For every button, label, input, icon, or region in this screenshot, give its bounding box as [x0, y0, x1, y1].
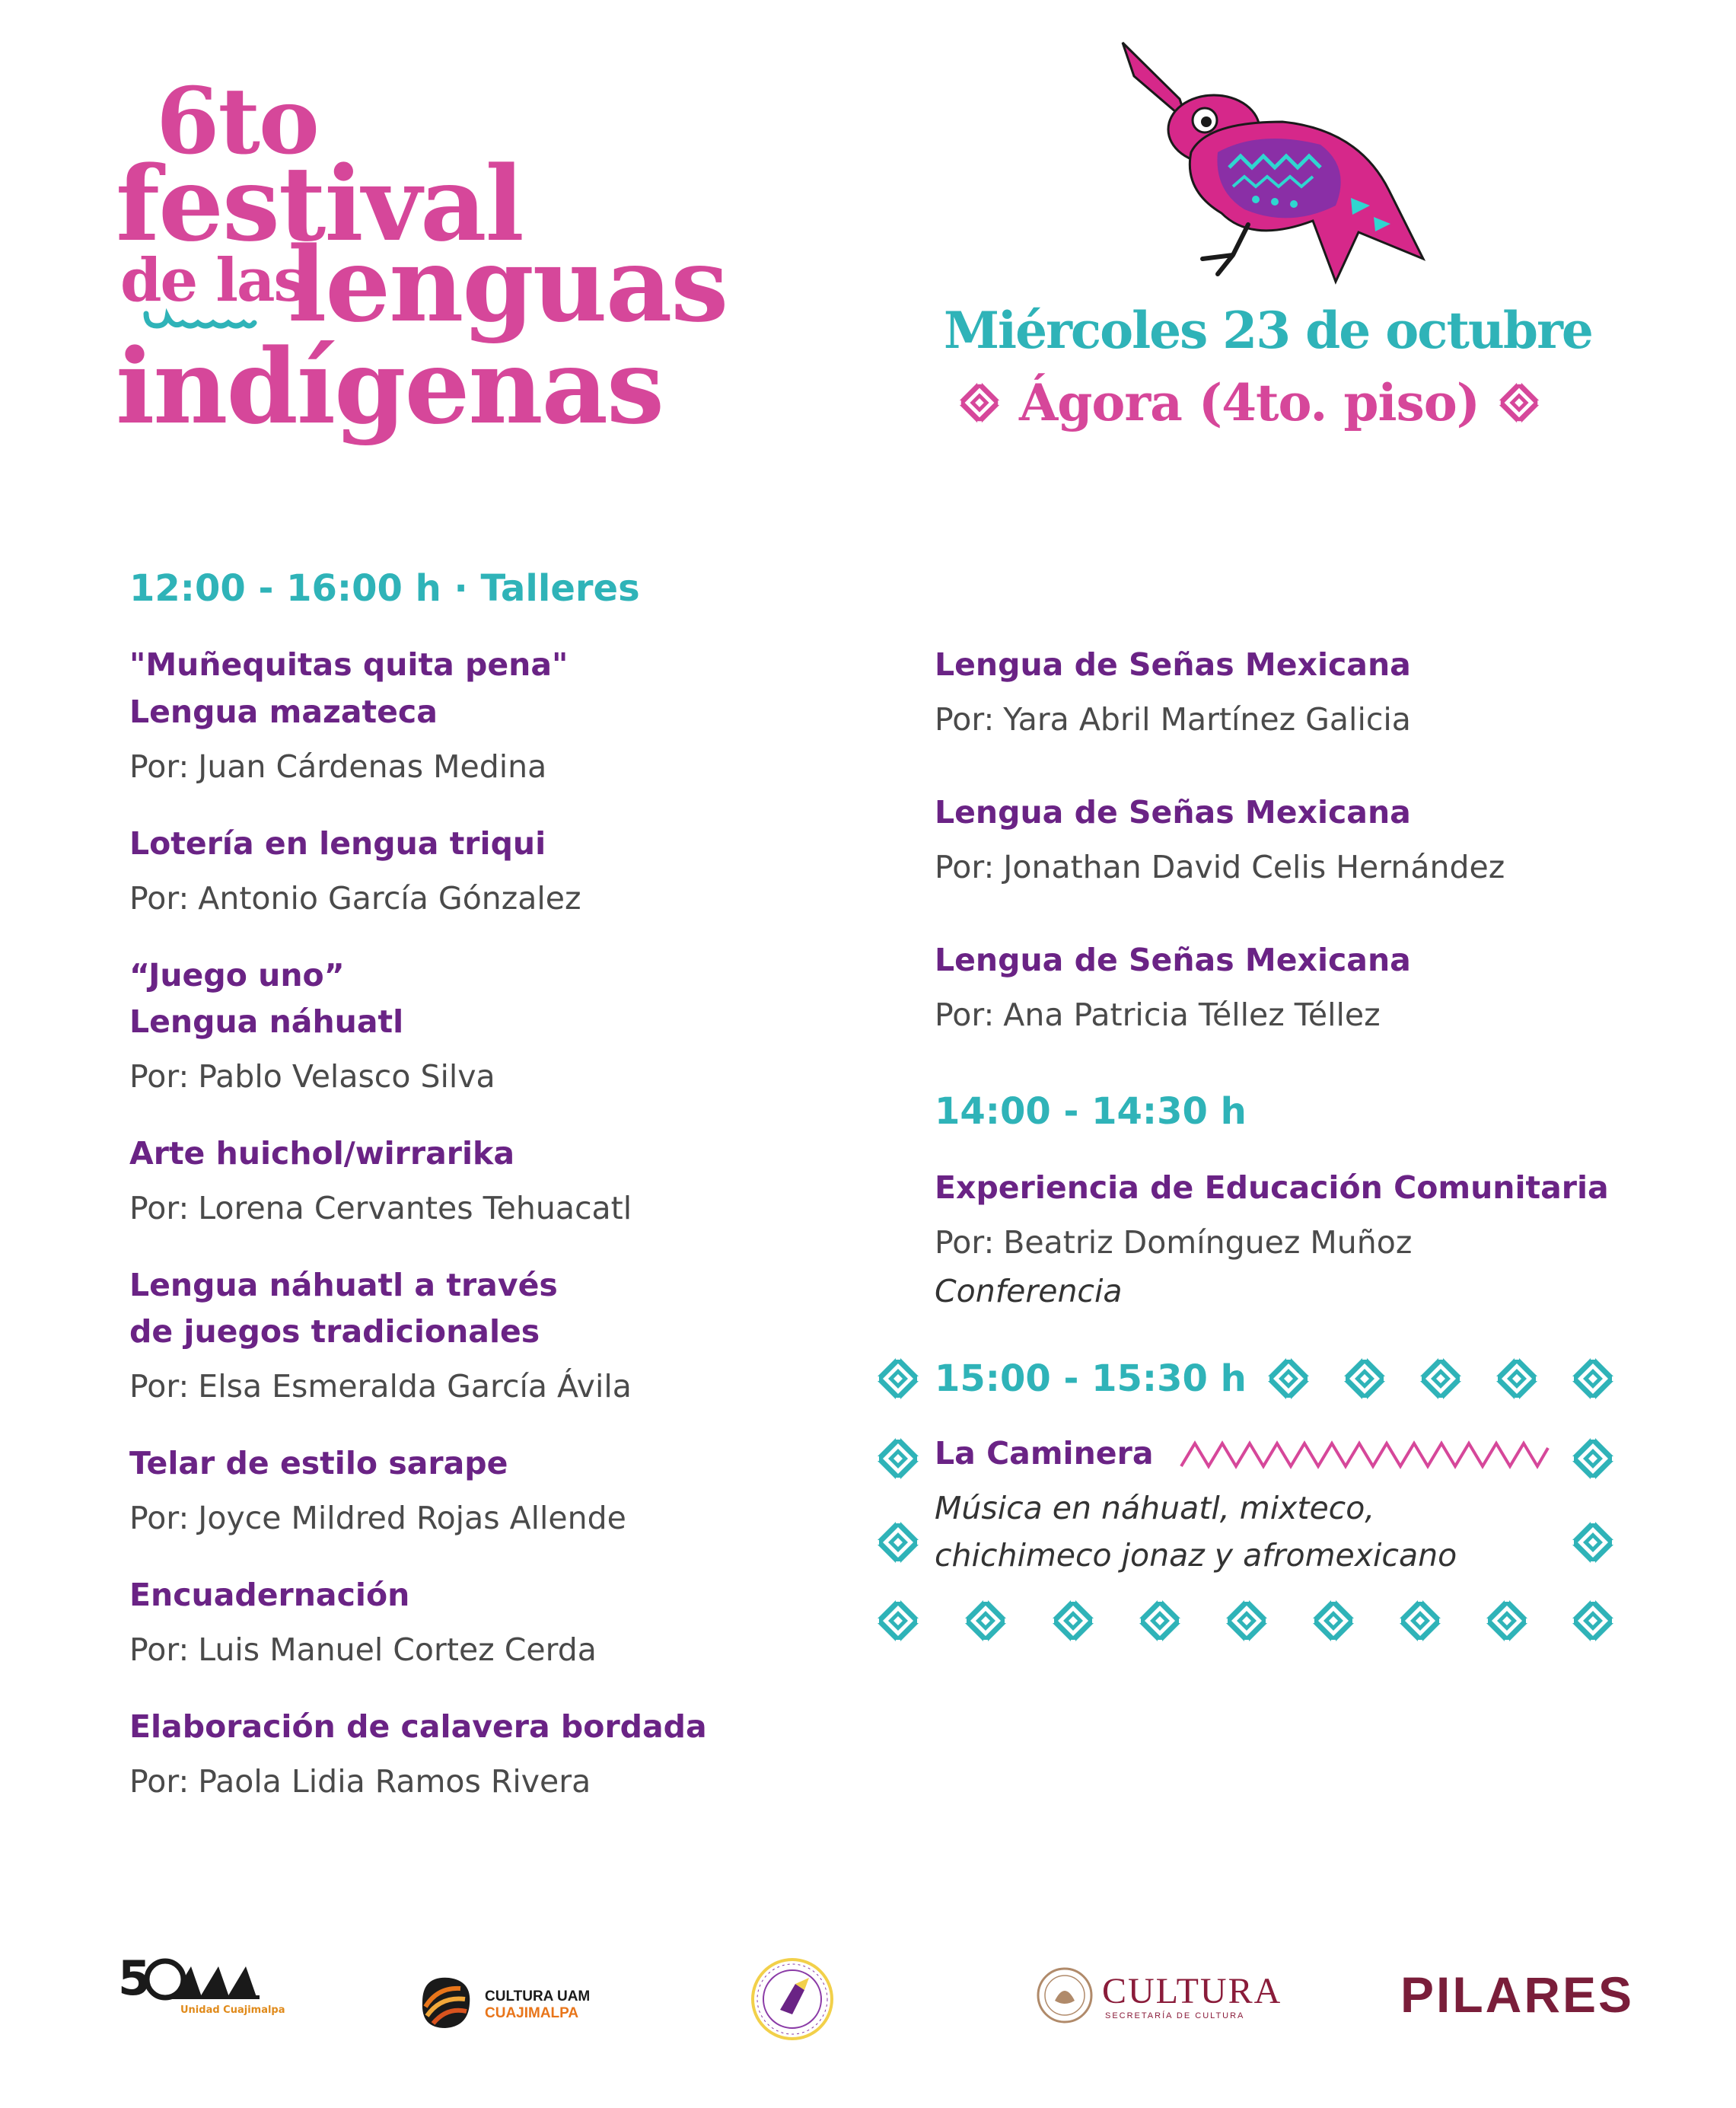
diamond-motif-icon — [1482, 1596, 1532, 1646]
workshop-subtitle: Lengua náhuatl — [129, 1003, 404, 1040]
title-festival: festival — [116, 143, 523, 264]
diamond-motif-icon — [1395, 1596, 1445, 1646]
diamond-motif-icon — [1495, 378, 1543, 427]
event-date: Miércoles 23 de octubre — [944, 301, 1592, 360]
workshop-title: Lengua de Señas Mexicana — [935, 794, 1411, 831]
diamond-motif-icon — [1263, 1354, 1314, 1404]
diamond-motif-icon — [1048, 1596, 1098, 1646]
workshop-presenter: Por: Jonathan David Celis Hernández — [935, 849, 1505, 885]
title-lenguas: lenguas — [288, 224, 728, 345]
svg-text:5: 5 — [118, 1953, 151, 2006]
workshop-presenter: Por: Juan Cárdenas Medina — [129, 748, 547, 785]
session-time: 15:00 - 15:30 h — [935, 1357, 1247, 1400]
workshop-title: Arte huichol/wirrarika — [129, 1135, 514, 1172]
event-venue: Ágora (4to. piso) — [1019, 373, 1480, 432]
workshop-title: Lotería en lengua triqui — [129, 825, 546, 862]
zigzag-icon — [1178, 1440, 1551, 1469]
workshop-title: Telar de estilo sarape — [129, 1445, 508, 1481]
diamond-motif-icon — [1568, 1596, 1618, 1646]
workshop-presenter: Por: Elsa Esmeralda García Ávila — [129, 1368, 632, 1405]
diamond-motif-icon — [873, 1517, 923, 1567]
pilares-logo — [1400, 1966, 1635, 2027]
logo-cultura: CULTURA — [1102, 1971, 1282, 2011]
workshop-title: "Muñequitas quita pena" — [129, 646, 569, 683]
diamond-motif-icon — [873, 1434, 923, 1484]
workshop-presenter: Por: Pablo Velasco Silva — [129, 1058, 495, 1095]
diamond-motif-icon — [1339, 1354, 1390, 1404]
workshop-title: Lengua de Señas Mexicana — [935, 942, 1411, 978]
workshop-presenter: Por: Luis Manuel Cortez Cerda — [129, 1631, 597, 1668]
title-6to: 6to — [156, 68, 318, 175]
workshop-title: Lengua náhuatl a través — [129, 1267, 558, 1303]
session-type: Conferencia — [935, 1273, 1123, 1309]
diamond-motif-icon — [1135, 1596, 1185, 1646]
diamond-motif-icon — [1222, 1596, 1272, 1646]
session-description: chichimeco jonaz y afromexicano — [935, 1537, 1457, 1574]
diamond-motif-icon — [960, 1596, 1011, 1646]
logo-subtitle: Unidad Cuajimalpa — [180, 2004, 285, 2016]
workshop-title: Lengua de Señas Mexicana — [935, 646, 1411, 683]
workshop-subtitle: de juegos tradicionales — [129, 1313, 540, 1350]
workshop-presenter: Por: Ana Patricia Téllez Téllez — [935, 997, 1381, 1033]
diamond-motif-icon — [873, 1596, 923, 1646]
secretaria-cultura-logo — [1035, 1966, 1286, 2034]
logo-pilares: PILARES — [1400, 1966, 1635, 2023]
workshop-title: “Juego uno” — [129, 957, 345, 993]
diamond-motif-icon — [1492, 1354, 1542, 1404]
title-indigenas: indígenas — [116, 326, 664, 447]
title-de-las: de las — [120, 246, 306, 315]
workshop-presenter: Por: Joyce Mildred Rojas Allende — [129, 1500, 626, 1536]
workshop-title: Encuadernación — [129, 1577, 410, 1613]
diamond-motif-icon — [1568, 1354, 1618, 1404]
session-time: 14:00 - 14:30 h — [935, 1090, 1247, 1133]
venue-row — [955, 373, 1543, 432]
workshop-subtitle: Lengua mazateca — [129, 694, 438, 730]
logo-line1: CULTURA UAM — [485, 1988, 591, 2004]
bird-illustration — [1107, 38, 1435, 301]
session-title: Experiencia de Educación Comunitaria — [935, 1169, 1609, 1206]
logo-cultura-sub: SECRETARÍA DE CULTURA — [1105, 2011, 1245, 2020]
workshop-presenter: Por: Yara Abril Martínez Galicia — [935, 701, 1411, 738]
diamond-motif-icon — [1308, 1596, 1359, 1646]
diamond-motif-icon — [873, 1354, 923, 1404]
workshop-presenter: Por: Lorena Cervantes Tehuacatl — [129, 1190, 632, 1226]
festival-seal-logo — [750, 1957, 835, 2042]
diamond-motif-icon — [955, 378, 1004, 427]
cultura-uam-logo — [415, 1972, 590, 2040]
workshop-presenter: Por: Paola Lidia Ramos Rivera — [129, 1763, 591, 1800]
session-title: La Caminera — [935, 1435, 1154, 1472]
diamond-motif-icon — [1568, 1434, 1618, 1484]
logo-line2: CUAJIMALPA — [485, 2005, 579, 2021]
workshop-presenter: Por: Antonio García Gónzalez — [129, 880, 581, 917]
uam-50-logo — [118, 1953, 285, 2021]
session-presenter: Por: Beatriz Domínguez Muñoz — [935, 1224, 1413, 1261]
diamond-motif-icon — [1416, 1354, 1466, 1404]
workshops-time: 12:00 - 16:00 h · Talleres — [129, 567, 640, 610]
wave-icon — [143, 306, 257, 333]
session-description: Música en náhuatl, mixteco, — [935, 1490, 1375, 1526]
diamond-motif-icon — [1568, 1517, 1618, 1567]
workshop-title: Elaboración de calavera bordada — [129, 1708, 707, 1745]
